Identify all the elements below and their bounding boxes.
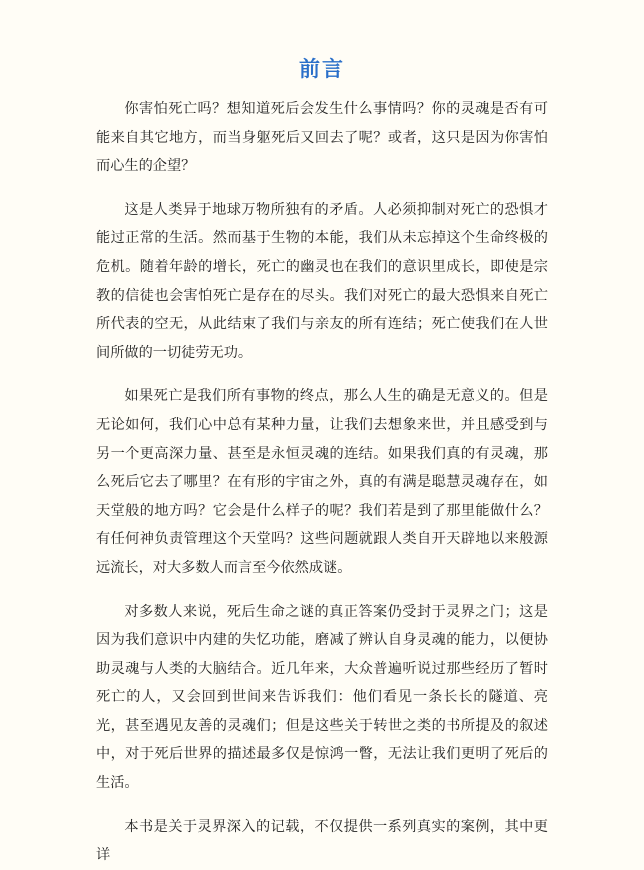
paragraph-2: 这是人类异于地球万物所独有的矛盾。人必须抑制对死亡的恐惧才能过正常的生活。然而基于生物的本能，我们从未忘掉这个生命终极的危机。随着年龄的增长，死亡的幽灵也在我们的意识里成长，即使是宗教的信徒也会害怕死亡是存在的尽头。我们对死亡的最大恐惧来自死亡所代表的空无，从此结束了我们与亲友的所有连结；死亡使我们在人世间所做的一切徒劳无功。: [96, 201, 548, 361]
paragraph-5: 本书是关于灵界深入的记载，不仅提供一系列真实的案例，其中更详: [96, 818, 548, 864]
paragraph-3: 如果死亡是我们所有事物的终点，那么人生的确是无意义的。但是无论如何，我们心中总有某种力量，让我们去想象来世，并且感受到与另一个更高深力量、甚至是永恒灵魂的连结。如果我们真的有灵魂，那么死后它去了哪里？在有形的宇宙之外，真的有满是聪慧灵魂存在，如天堂般的地方吗？它会是什么样子的呢？我们若是到了那里能做什么？有任何神负责管理这个天堂吗？这些问题就跟人类自开天辟地以来般源远流长，对大多数人而言至今依然成谜。: [96, 388, 548, 576]
paragraph-4: 对多数人来说，死后生命之谜的真正答案仍受封于灵界之门；这是因为我们意识中内建的失忆功能，磨减了辨认自身灵魂的能力，以便协助灵魂与人类的大脑结合。近几年来，大众普遍听说过那些经历了暂时死亡的人，又会回到世间来告诉我们：他们看见一条长长的隧道、亮光，甚至遇见友善的灵魂们；但是这些关于转世之类的书所提及的叙述中，对于死后世界的描述最多仅是惊鸿一瞥，无法让我们更明了死后的生活。: [96, 603, 548, 792]
page-title: 前言: [299, 56, 345, 81]
paragraph-1: 你害怕死亡吗？想知道死后会发生什么事情吗？你的灵魂是否有可能来自其它地方，而当身躯死后又回去了呢？或者，这只是因为你害怕而心生的企望？: [96, 101, 548, 175]
